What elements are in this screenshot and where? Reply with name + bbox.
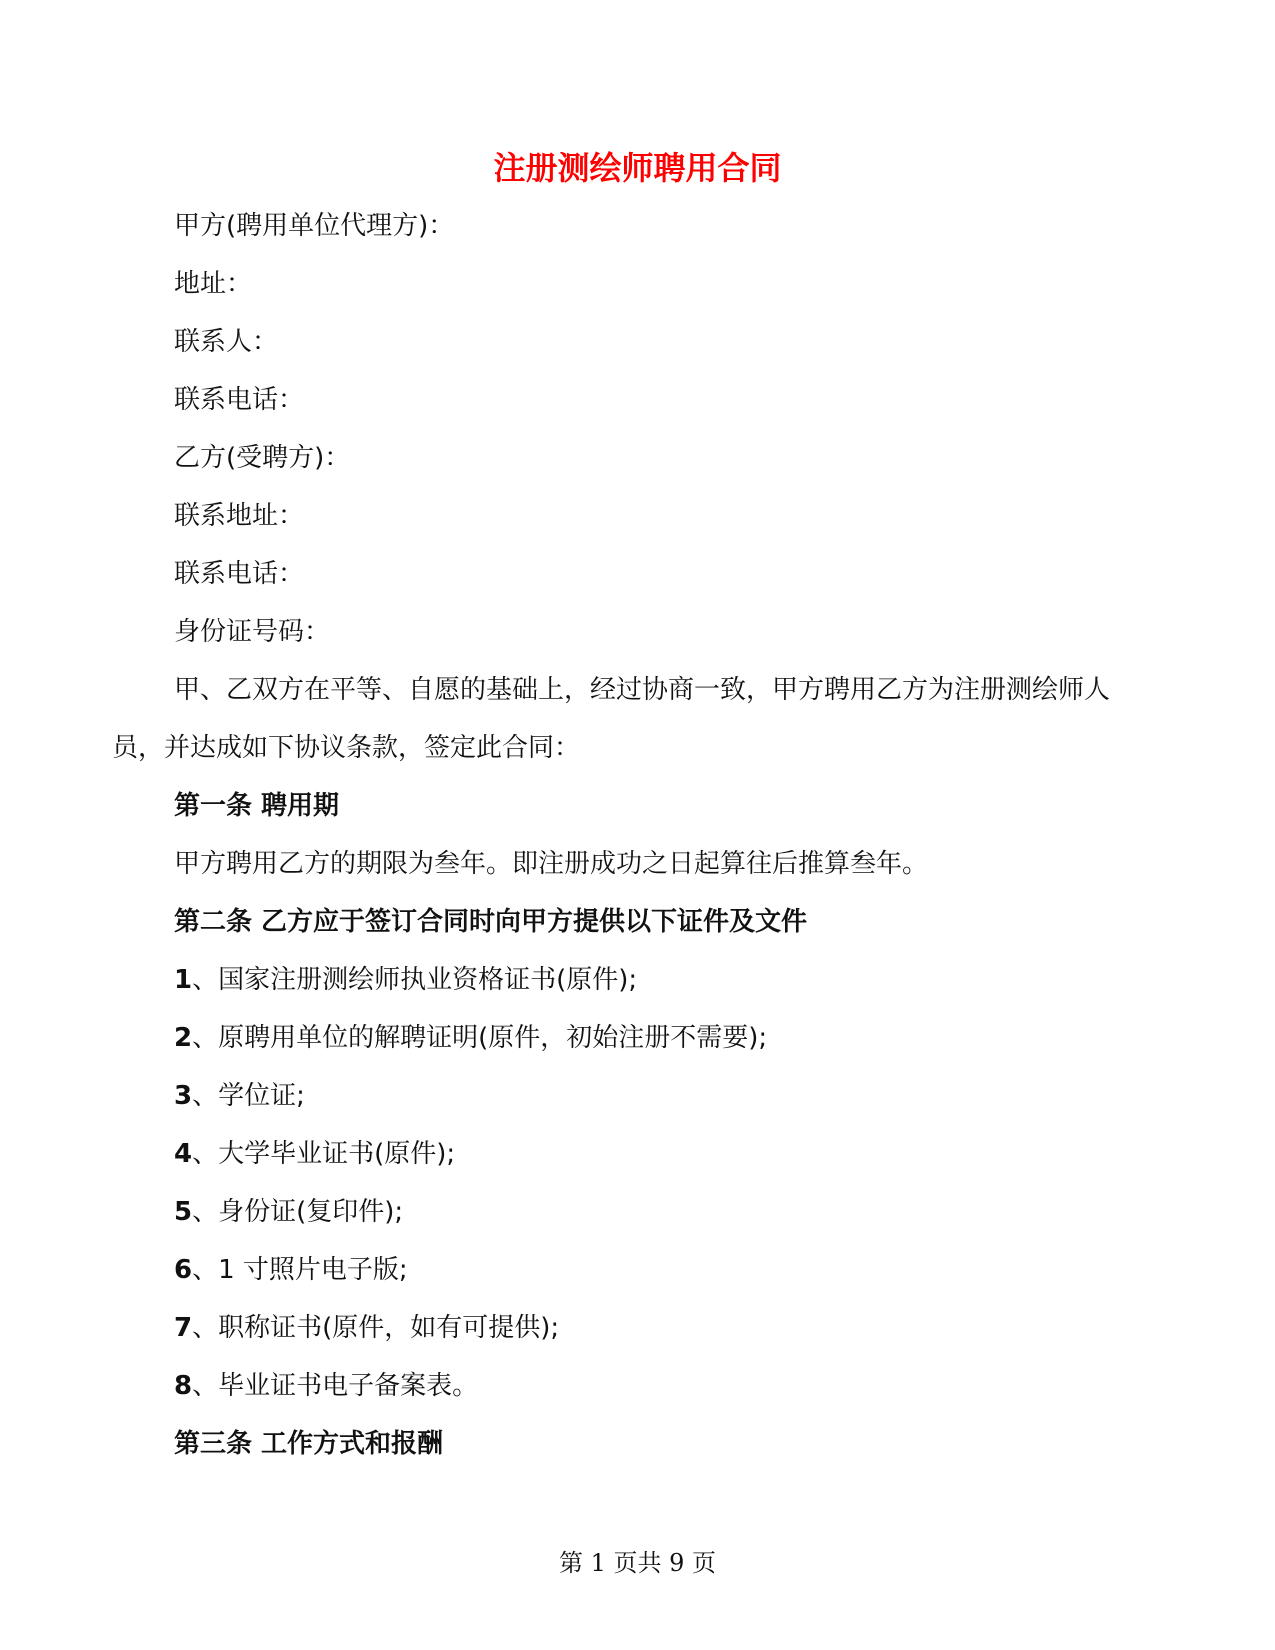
page-footer: 第 1 页共 9 页 — [558, 1549, 717, 1577]
list-item-number: 1 — [174, 965, 193, 995]
list-item-number: 2 — [174, 1023, 193, 1053]
list-item-number: 4 — [174, 1139, 193, 1169]
list-item-number: 5 — [174, 1197, 193, 1227]
list-item — [112, 1125, 1142, 1183]
list-item-text: 、学位证; — [192, 1081, 305, 1111]
list-item-text: 、职称证书(原件，如有可提供); — [192, 1313, 560, 1343]
document-title: 注册测绘师聘用合同 — [493, 149, 782, 187]
list-item — [112, 1067, 1142, 1125]
article1-heading: 第一条 聘用期 — [174, 791, 340, 821]
list-item — [112, 1299, 1142, 1357]
field-contact-person: 联系人： — [174, 327, 279, 357]
list-item-text: 、身份证(复印件); — [192, 1197, 404, 1227]
document-body — [112, 197, 1142, 1473]
list-item-number: 3 — [174, 1081, 193, 1111]
list-item — [112, 1009, 1142, 1067]
field-id-number: 身份证号码： — [174, 617, 331, 647]
list-item-text: 、1 寸照片电子版; — [192, 1255, 408, 1285]
list-item-text: 、大学毕业证书(原件); — [192, 1139, 456, 1169]
list-item — [112, 1183, 1142, 1241]
list-item-number: 6 — [174, 1255, 193, 1285]
article2-heading: 第二条 乙方应于签订合同时向甲方提供以下证件及文件 — [174, 907, 808, 937]
field-contact-address: 联系地址： — [174, 501, 305, 531]
field-party-a: 甲方(聘用单位代理方)： — [174, 211, 455, 241]
list-item-text: 、毕业证书电子备案表。 — [192, 1371, 479, 1401]
list-item-text: 、原聘用单位的解聘证明(原件，初始注册不需要); — [192, 1023, 768, 1053]
list-item-text: 、国家注册测绘师执业资格证书(原件); — [192, 965, 638, 995]
list-item-number: 8 — [174, 1371, 193, 1401]
list-item — [112, 1241, 1142, 1299]
field-phone-b: 联系电话： — [174, 559, 305, 589]
article1-text: 甲方聘用乙方的期限为叁年。即注册成功之日起算往后推算叁年。 — [174, 849, 929, 879]
field-party-b: 乙方(受聘方)： — [174, 443, 351, 473]
list-item-number: 7 — [174, 1313, 193, 1343]
field-phone-a: 联系电话： — [174, 385, 305, 415]
field-address: 地址： — [174, 269, 253, 299]
list-item — [112, 1357, 1142, 1415]
article3-heading: 第三条 工作方式和报酬 — [174, 1429, 444, 1459]
intro-paragraph: 甲、乙双方在平等、自愿的基础上，经过协商一致，甲方聘用乙方为注册测绘师人员，并达成如下协议条款，签定此合同： — [112, 675, 1111, 763]
list-item — [112, 951, 1142, 1009]
